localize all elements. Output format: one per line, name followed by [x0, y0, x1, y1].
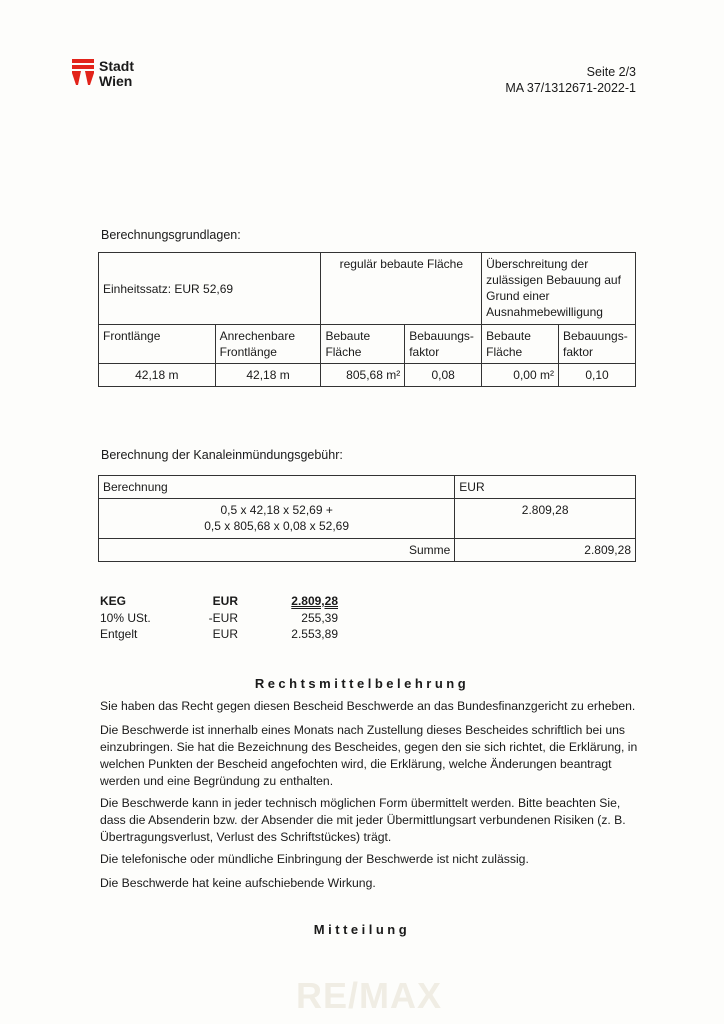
col-header: Bebaute Fläche	[482, 325, 559, 364]
remax-watermark: RE/MAX	[296, 975, 443, 1016]
keg-value: 2.809,28	[291, 594, 338, 608]
stadt-wien-emblem-icon	[72, 59, 94, 85]
keg-label: Entgelt	[100, 627, 138, 641]
group-regulaer: regulär bebaute Fläche	[321, 253, 482, 325]
keg-label: KEG	[100, 594, 127, 608]
keg-currency: -EUR	[208, 610, 238, 625]
col-header: Anrechenbare Frontlänge	[215, 325, 321, 364]
col-header: Bebaute Fläche	[321, 325, 405, 364]
keg-value: 2.553,89	[291, 627, 338, 641]
mitteilung-title: Mitteilung	[313, 922, 411, 937]
col-header: Bebauungs-faktor	[405, 325, 482, 364]
rechtsmittel-p1: Sie haben das Recht gegen diesen Bescheid Beschwerde an das Bundesfinanzgericht zu erheben.	[100, 699, 636, 713]
value-cell: 42,18 m	[215, 364, 321, 387]
grundlagen-title: Berechnungsgrundlagen:	[101, 228, 241, 242]
keg-currency: EUR	[212, 627, 238, 641]
col-header: Bebauungs-faktor	[558, 325, 635, 364]
rechtsmittel-p2: Die Beschwerde ist innerhalb eines Monats nach Zustellung dieses Bescheides schriftlich bei uns einzubringen. Sie hat die Bezeichnung des Bescheides, gegen den sie sich richtet, die Erklärung, in welchen Punkten der Bescheid angefochten wird, die Erklärung, welche Änderungen beantragt werden und eine Begründung zu enthalten.	[100, 723, 638, 788]
keg-row	[100, 626, 338, 643]
col-header: Frontlänge	[99, 325, 216, 364]
keg-currency: EUR	[212, 594, 238, 608]
kanal-amount: 2.809,28	[455, 499, 636, 539]
logo-line-2: Wien	[99, 73, 133, 89]
keg-summary	[100, 593, 338, 643]
formula-line-2: 0,5 x 805,68 x 0,08 x 52,69	[204, 519, 350, 533]
rechtsmittel-title: Rechtsmittelbelehrung	[254, 676, 470, 691]
rechtsmittel-p3: Die Beschwerde kann in jeder technisch möglichen Form übermittelt werden. Bitte beachten Sie, dass die Absenderin bzw. der Absender die mit jeder Übermittlungsart verbundenen Risiken (z. B. Übertragungsverlust, Verlust des Schriftstückes) trägt.	[100, 796, 626, 844]
header-meta	[505, 64, 636, 96]
grundlagen-table	[98, 252, 636, 387]
keg-row	[100, 593, 338, 610]
keg-value: 255,39	[301, 610, 338, 625]
logo-line-1: Stadt	[99, 58, 134, 74]
rechtsmittel-p5: Die Beschwerde hat keine aufschiebende Wirkung.	[100, 876, 376, 890]
einheitssatz: Einheitssatz: EUR 52,69	[99, 253, 321, 325]
value-cell: 42,18 m	[99, 364, 216, 387]
kanal-formula	[99, 499, 455, 539]
group-ueberschreitung: Überschreitung der zulässigen Bebauung auf Grund einer Ausnahmebewilligung	[482, 253, 636, 325]
kanal-title: Berechnung der Kanaleinmündungsgebühr:	[101, 448, 343, 462]
summe-value: 2.809,28	[455, 539, 636, 562]
keg-label: 10% USt.	[100, 610, 151, 625]
formula-line-1: 0,5 x 42,18 x 52,69 +	[220, 503, 333, 517]
value-cell: 0,10	[558, 364, 635, 387]
value-cell: 0,08	[405, 364, 482, 387]
value-cell: 805,68 m²	[321, 364, 405, 387]
summe-label: Summe	[99, 539, 455, 562]
reference-number: MA 37/1312671-2022-1	[505, 81, 636, 95]
kanal-col-eur: EUR	[455, 476, 636, 499]
stadt-wien-logo	[72, 59, 134, 89]
kanal-col-berechnung: Berechnung	[99, 476, 455, 499]
value-cell: 0,00 m²	[482, 364, 559, 387]
kanal-table	[98, 475, 636, 562]
rechtsmittel-p4: Die telefonische oder mündliche Einbringung der Beschwerde ist nicht zulässig.	[100, 852, 529, 866]
page-number: Seite 2/3	[586, 65, 636, 79]
keg-row	[100, 610, 338, 627]
